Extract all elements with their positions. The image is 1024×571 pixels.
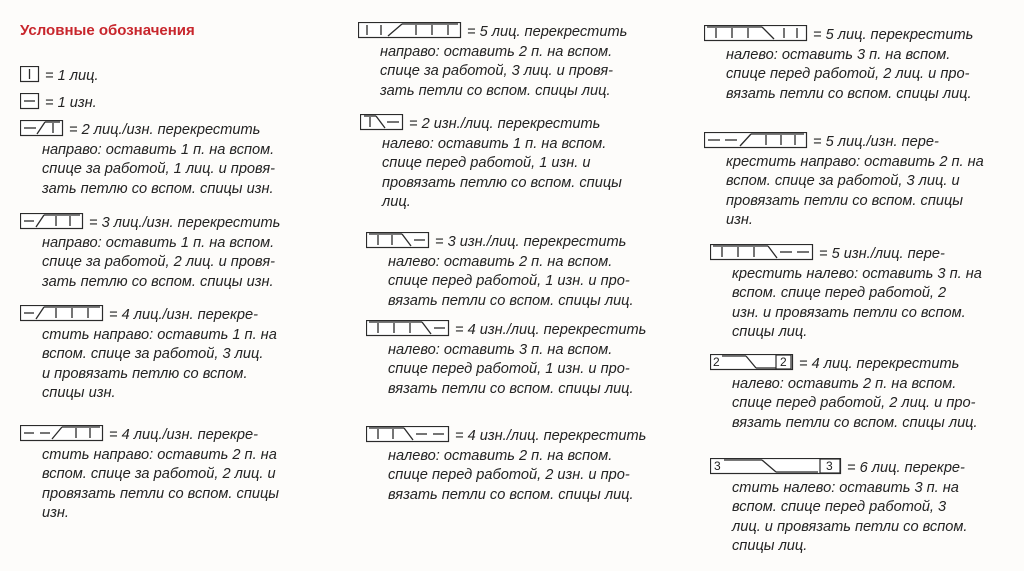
legend-entry-cross-5-right-2 (704, 132, 1014, 231)
legend-text: изн. (42, 505, 69, 521)
legend-text: = 1 изн. (45, 95, 97, 111)
purl-stitch-icon (20, 93, 40, 110)
legend-entry-cross-5-left-2 (710, 244, 1020, 343)
legend-text: направо: оставить 1 п. на вспом. (42, 141, 275, 158)
legend-entry-cross-2-left (360, 114, 670, 213)
legend-text: налево: оставить 2 п. на вспом. (732, 375, 957, 392)
legend-text: зать петли со вспом. спицы лиц. (380, 82, 611, 99)
legend-text: вязать петли со вспом. спицы лиц. (726, 85, 972, 102)
legend-text: вспом. спице перед работой, 3 (732, 499, 947, 515)
legend-text: стить направо: оставить 1 п. на (42, 326, 277, 343)
legend-text: провязать петли со вспом. спицы (42, 485, 280, 502)
cross-3-3-left-icon (710, 458, 842, 475)
legend-text: спице за работой, 2 лиц. и провя- (42, 254, 276, 270)
legend-text: = 3 изн./лиц. перекрестить (435, 234, 627, 250)
symbol-label: 3 (714, 459, 721, 473)
legend-text: вспом. спице за работой, 3 лиц. (42, 346, 264, 362)
legend-text: = 4 изн./лиц. перекрестить (455, 428, 647, 444)
symbol-label: 2 (780, 355, 787, 369)
legend-text: направо: оставить 2 п. на вспом. (380, 43, 613, 60)
legend-text: стить направо: оставить 2 п. на (42, 446, 277, 463)
legend-entry-cross-4-left-numbered (710, 354, 1020, 433)
legend-text: вспом. спице перед работой, 2 (732, 285, 947, 301)
cross-3-right-icon (20, 213, 84, 230)
legend-text: налево: оставить 3 п. на вспом. (388, 341, 613, 358)
legend-entry-cross-2-right (20, 120, 330, 199)
cross-5-left-2-icon (710, 244, 814, 261)
legend-text: вязать петли со вспом. спицы лиц. (388, 292, 634, 309)
symbol-label: 3 (826, 459, 833, 473)
cross-2-left-icon (360, 114, 404, 131)
legend-text: = 5 лиц. перекрестить (813, 27, 974, 43)
legend-text: зать петлю со вспом. спицы изн. (42, 273, 274, 290)
legend-text: = 3 лиц./изн. перекрестить (89, 215, 281, 231)
legend-text: спицы лиц. (732, 324, 808, 340)
legend-text: вязать петли со вспом. спицы лиц. (388, 380, 634, 397)
cross-4-left-icon (366, 320, 450, 337)
cross-4-left-2-icon (366, 426, 450, 443)
cross-4-right-icon (20, 305, 104, 322)
cross-2-right-icon (20, 120, 64, 137)
legend-entry-cross-3-left (366, 232, 676, 311)
legend-text: и провязать петлю со вспом. (42, 365, 248, 382)
legend-text: зать петлю со вспом. спицы изн. (42, 180, 274, 197)
legend-text: лиц. и провязать петли со вспом. (732, 518, 968, 535)
legend-title: Условные обозначения (20, 22, 195, 39)
cross-2-2-left-icon (710, 354, 794, 371)
cross-5-left-icon (704, 25, 808, 42)
cross-5-right-2-icon (704, 132, 808, 149)
legend-text: налево: оставить 2 п. на вспом. (388, 253, 613, 270)
legend-text: = 5 лиц. перекрестить (467, 24, 628, 40)
legend-text: крестить налево: оставить 3 п. на (732, 265, 982, 282)
legend-text: налево: оставить 3 п. на вспом. (726, 46, 951, 63)
cross-3-left-icon (366, 232, 430, 249)
legend-text: направо: оставить 1 п. на вспом. (42, 234, 275, 251)
knit-stitch-icon (20, 66, 40, 83)
legend-entry-knit (20, 66, 330, 87)
legend-text: налево: оставить 1 п. на вспом. (382, 135, 607, 152)
legend-text: спице за работой, 3 лиц. и провя- (380, 63, 614, 79)
legend-text: провязать петлю со вспом. спицы (382, 174, 622, 191)
legend-text: = 5 изн./лиц. пере- (819, 246, 945, 262)
legend-text: провязать петли со вспом. спицы (726, 192, 964, 209)
cross-4-right-2-icon (20, 425, 104, 442)
legend-entry-cross-3-right (20, 213, 330, 292)
legend-text: лиц. (382, 194, 411, 210)
legend-text: спице перед работой, 2 лиц. и про- (726, 66, 970, 82)
legend-text: стить налево: оставить 3 п. на (732, 479, 959, 496)
legend-text: = 5 лиц./изн. пере- (813, 134, 939, 150)
legend-entry-cross-4-right-2 (20, 425, 330, 524)
legend-entry-purl (20, 93, 330, 114)
legend-text: спице перед работой, 2 лиц. и про- (732, 395, 976, 411)
legend-entry-cross-6-left-numbered (710, 458, 1020, 557)
legend-text: спице перед работой, 2 изн. и про- (388, 467, 630, 483)
legend-text: = 4 лиц./изн. перекре- (109, 307, 258, 323)
legend-text: спице перед работой, 1 изн. и про- (388, 273, 630, 289)
legend-text: спице перед работой, 1 изн. и про- (388, 361, 630, 377)
legend-text: спицы лиц. (732, 538, 808, 554)
cross-5-right-icon (358, 22, 462, 39)
legend-text: = 4 изн./лиц. перекрестить (455, 322, 647, 338)
legend-text: вспом. спице за работой, 2 лиц. и (42, 466, 276, 482)
legend-text: налево: оставить 2 п. на вспом. (388, 447, 613, 464)
legend-entry-cross-5-left (704, 25, 1014, 104)
legend-entry-cross-4-left-2 (366, 426, 676, 505)
legend-entry-cross-4-left (366, 320, 676, 399)
legend-text: крестить направо: оставить 2 п. на (726, 153, 984, 170)
legend-text: = 6 лиц. перекре- (847, 460, 965, 476)
legend-text: спицы изн. (42, 385, 116, 401)
legend-text: изн. и провязать петли со вспом. (732, 304, 966, 321)
legend-text: вязать петли со вспом. спицы лиц. (732, 414, 978, 431)
legend-text: = 4 лиц. перекрестить (799, 356, 960, 372)
legend-entry-cross-4-right (20, 305, 330, 404)
legend-text: вязать петли со вспом. спицы лиц. (388, 486, 634, 503)
legend-text: = 1 лиц. (45, 68, 99, 84)
legend-entry-cross-5-right (358, 22, 668, 101)
legend-text: спице перед работой, 1 изн. и (382, 155, 591, 171)
legend-text: = 4 лиц./изн. перекре- (109, 427, 258, 443)
legend-text: спице за работой, 1 лиц. и провя- (42, 161, 276, 177)
legend-text: = 2 лиц./изн. перекрестить (69, 122, 261, 138)
legend-text: = 2 изн./лиц. перекрестить (409, 116, 601, 132)
symbol-label: 2 (713, 355, 720, 369)
legend-text: вспом. спице за работой, 3 лиц. и (726, 173, 960, 189)
legend-text: изн. (726, 212, 753, 228)
